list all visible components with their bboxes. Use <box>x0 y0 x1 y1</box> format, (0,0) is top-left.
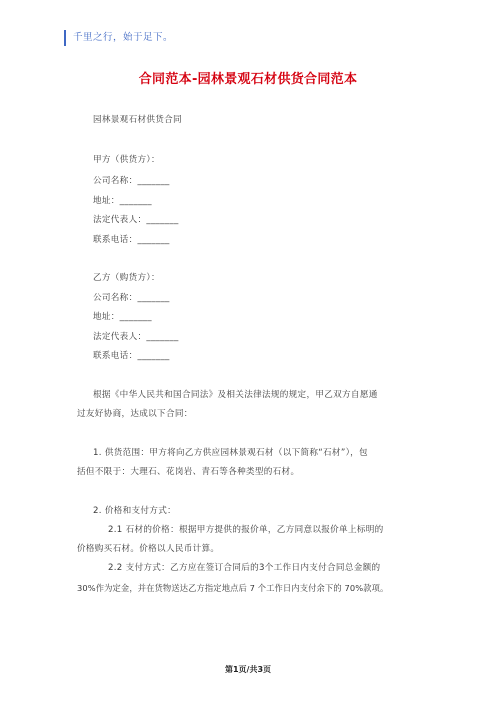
header-motto: 千里之行，始于足下。 <box>73 32 174 43</box>
document-title: 合同范本-园林景观石材供货合同范本 <box>138 72 358 87</box>
contract-subtitle: 园林景观石材供货合同 <box>93 115 182 125</box>
party-b-phone: 联系电话：_______ <box>93 351 170 361</box>
party-a-legal-rep: 法定代表人：_______ <box>93 215 179 225</box>
party-a-company: 公司名称：_______ <box>93 176 170 186</box>
page-number: 第1页/共3页 <box>224 665 272 674</box>
header-accent-bar <box>64 30 66 46</box>
party-b-legal-rep: 法定代表人：_______ <box>93 332 179 342</box>
clause-2-1-line-2: 价格购买石材。价格以人民币计算。 <box>77 544 220 554</box>
party-a-heading: 甲方（供货方）： <box>93 155 160 165</box>
clause-2-heading: 2. 价格和支付方式： <box>93 506 176 516</box>
party-a-phone: 联系电话：_______ <box>93 235 170 245</box>
clause-1-line-2: 括但不限于：大理石、花岗岩、青石等各种类型的石材。 <box>77 467 300 477</box>
party-b-company: 公司名称：_______ <box>93 293 170 303</box>
party-a-address: 地址：_______ <box>93 196 152 206</box>
clause-2-1-line-1: 2.1 石材的价格：根据甲方提供的报价单，乙方同意以报价单上标明的 <box>108 525 384 535</box>
intro-paragraph-line-2: 过友好协商，达成以下合同： <box>77 409 193 419</box>
party-b-address: 地址：_______ <box>93 312 152 322</box>
clause-2-2-line-1: 2.2 支付方式：乙方应在签订合同后的3个工作日内支付合同总金额的 <box>108 563 381 573</box>
clause-2-2-line-2: 30%作为定金，并在货物送达乙方指定地点后 7 个工作日内支付余下的 70%款项。 <box>77 583 389 593</box>
intro-paragraph-line-1: 根据《中华人民共和国合同法》及相关法律法规的规定，甲乙双方自愿通 <box>93 390 378 400</box>
party-b-heading: 乙方（购货方）： <box>93 273 160 283</box>
clause-1-line-1: 1. 供货范围：甲方将向乙方供应园林景观石材（以下简称“石材”），包 <box>93 448 368 458</box>
